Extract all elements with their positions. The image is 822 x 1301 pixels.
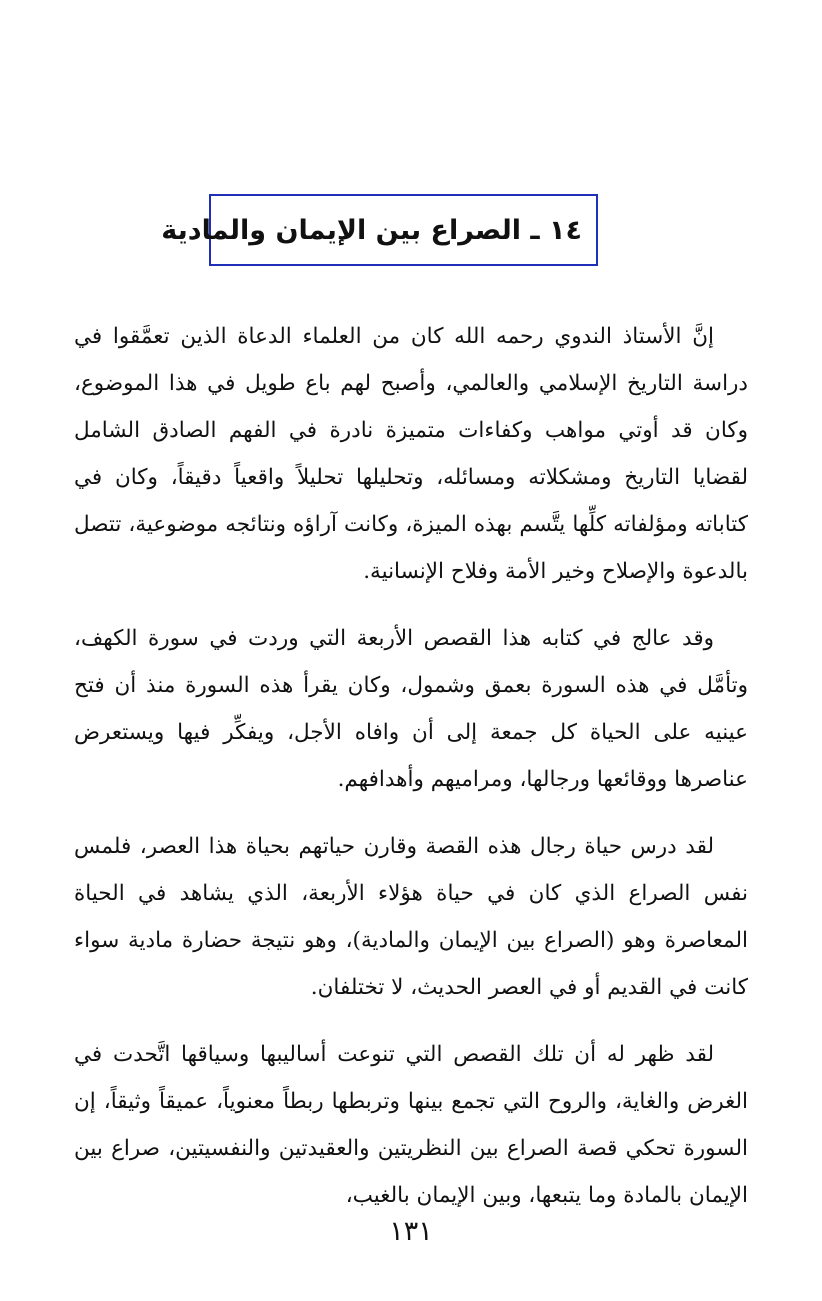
page-number: ١٣١ bbox=[389, 1216, 433, 1247]
paragraph-4: لقد ظهر له أن تلك القصص التي تنوعت أساليبها وسياقها اتَّحدت في الغرض والغاية، والروح التي تجمع بينها وتربطها ربطاً معنوياً، عميقاً وثيقاً، إن السورة تحكي قصة الصراع بين النظريتين والعقيدتين والنفسيتين، صراع بين الإيمان بالمادة وما يتبعها، وبين الإيمان بالغيب، bbox=[74, 1042, 748, 1208]
paragraph-3: لقد درس حياة رجال هذه القصة وقارن حياتهم بحياة هذا العصر، فلمس نفس الصراع الذي كان في حياة هؤلاء الأربعة، الذي يشاهد في الحياة المعاصرة وهو (الصراع بين الإيمان والمادية)، وهو نتيجة حضارة مادية سواء كانت في القديم أو في العصر الحديث، لا تختلفان. bbox=[74, 834, 748, 1000]
paragraph-1: إنَّ الأستاذ الندوي رحمه الله كان من العلماء الدعاة الذين تعمَّقوا في دراسة التاريخ الإسلامي والعالمي، وأصبح لهم باع طويل في هذا الموضوع، وكان قد أوتي مواهب وكفاءات متميزة نادرة في الفهم الصادق الشامل لقضايا التاريخ ومشكلاته ومسائله، وتحليلها تحليلاً واقعياً دقيقاً، وكان في كتاباته ومؤلفاته كلِّها يتَّسم بهذه الميزة، وكانت آراؤه ونتائجه موضوعية، تتصل بالدعوة والإصلاح وخير الأمة وفلاح الإنسانية. bbox=[74, 324, 748, 584]
chapter-title-box bbox=[161, 194, 598, 266]
paragraph-2: وقد عالج في كتابه هذا القصص الأربعة التي وردت في سورة الكهف، وتأمَّل في هذه السورة بعمق وشمول، وكان يقرأ هذه السورة منذ أن فتح عينيه على الحياة كل جمعة إلى أن وافاه الأجل، ويفكِّر فيها ويستعرض عناصرها ووقائعها ورجالها، ومراميهم وأهدافهم. bbox=[74, 626, 748, 792]
chapter-title: ١٤ ـ الصراع بين الإيمان والمادية bbox=[161, 214, 582, 246]
body-text bbox=[74, 313, 748, 1239]
